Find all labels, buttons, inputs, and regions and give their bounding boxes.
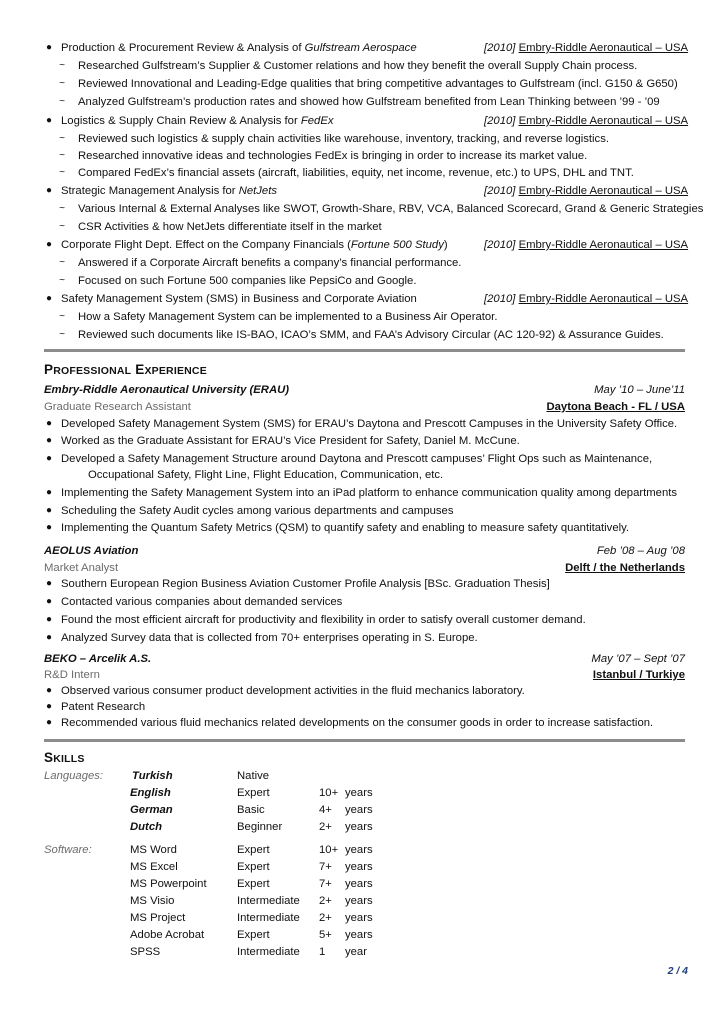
project-title: Logistics & Supply Chain Review & Analysis for FedEx — [61, 115, 334, 127]
job-role: R&D Intern — [44, 669, 100, 681]
project-title: Safety Management System (SMS) in Business and Corporate Aviation — [61, 293, 417, 305]
page-number: 2 / 4 — [667, 965, 688, 977]
tilde-icon: ~ — [59, 329, 65, 340]
project-school: [2010] Embry-Riddle Aeronautical – USA — [484, 185, 689, 197]
language-years: 10+ — [319, 787, 339, 799]
project-school: [2010] Embry-Riddle Aeronautical – USA — [484, 239, 689, 251]
software-years: 5+ — [319, 929, 332, 941]
bullet-icon: ● — [45, 185, 53, 196]
tilde-icon: ~ — [59, 96, 65, 107]
tilde-icon: ~ — [59, 311, 65, 322]
language-name: English — [130, 787, 171, 799]
job-subheader — [44, 667, 685, 683]
project-title: Strategic Management Analysis for NetJets — [61, 185, 278, 197]
software-years: 7+ — [319, 861, 332, 873]
languages-label: Languages: — [44, 770, 104, 782]
software-years: 10+ — [319, 844, 339, 856]
software-years: 7+ — [319, 878, 332, 890]
project-item: ~ How a Safety Management System can be implemented to a Business Air Operator. — [44, 309, 685, 325]
job-header — [44, 382, 685, 398]
bullet-icon: ● — [45, 505, 53, 516]
project-title-row — [44, 237, 689, 253]
language-unit: years — [345, 821, 373, 833]
software-name: MS Project — [130, 912, 186, 924]
job-dates: Feb ’08 – Aug ’08 — [596, 545, 685, 557]
job-dates: May ’07 – Sept ’07 — [591, 653, 685, 665]
software-level: Intermediate — [237, 946, 300, 958]
job-bullet: ● Patent Research — [45, 701, 146, 713]
software-level: Expert — [237, 878, 270, 890]
language-level: Basic — [237, 804, 265, 816]
job-dates: May ’10 – June’11 — [594, 384, 685, 396]
tilde-icon: ~ — [59, 257, 65, 268]
job-header — [44, 651, 685, 667]
language-name: Turkish — [132, 770, 173, 782]
project-item: ~ Reviewed such documents like IS-BAO, ICAO’s SMM, and FAA’s Advisory Circular (AC 120-92) & Assurance Guides. — [44, 327, 685, 343]
software-name: MS Visio — [130, 895, 175, 907]
software-years: 1 — [319, 946, 326, 958]
job-bullet: ● Worked as the Graduate Assistant for ERAU’s Vice President for Safety, Daniel M. McCune. — [45, 435, 520, 447]
software-level: Expert — [237, 929, 270, 941]
bullet-icon: ● — [45, 614, 53, 625]
bullet-icon: ● — [45, 42, 53, 53]
tilde-icon: ~ — [59, 150, 65, 161]
software-label: Software: — [44, 844, 92, 856]
job-bullet: ● Implementing the Quantum Safety Metrics (QSM) to quantify safety and enabling to measure safety quantitatively. — [45, 522, 630, 534]
job-bullet: ● Southern European Region Business Aviation Customer Profile Analysis [BSc. Graduation Thesis] — [45, 578, 550, 590]
job-company: Embry-Riddle Aeronautical University (ERAU) — [44, 384, 290, 396]
project-item: ~ Answered if a Corporate Aircraft benefits a company’s financial performance. — [44, 255, 685, 271]
job-bullet: ● Found the most efficient aircraft for productivity and flexibility in order to satisfy overall customer demand. — [45, 614, 586, 626]
project-item: ~ Reviewed Innovational and Leading-Edge qualities that bring competitive advantages to Gulfstream (incl. G150 & G650) — [44, 76, 685, 92]
bullet-icon: ● — [45, 115, 53, 126]
job-bullet: ● Recommended various fluid mechanics related developments on the consumer goods in order to increase satisfaction. — [45, 717, 654, 729]
tilde-icon: ~ — [59, 167, 65, 178]
job-subheader — [44, 560, 685, 576]
tilde-icon: ~ — [59, 275, 65, 286]
job-company: AEOLUS Aviation — [44, 545, 139, 557]
project-school: [2010] Embry-Riddle Aeronautical – USA — [484, 115, 689, 127]
project-title-row — [44, 183, 689, 199]
language-years: 4+ — [319, 804, 332, 816]
job-bullet-continuation: Occupational Safety, Flight Line, Flight Education, Communication, etc. — [88, 469, 444, 481]
project-title-row — [44, 113, 689, 129]
job-header — [44, 543, 685, 559]
project-item: ~ Focused on such Fortune 500 companies like PepsiCo and Google. — [44, 273, 685, 289]
bullet-icon: ● — [45, 717, 53, 728]
software-name: MS Powerpoint — [130, 878, 207, 890]
language-level: Native — [237, 770, 270, 782]
language-level: Expert — [237, 787, 270, 799]
software-unit: years — [345, 895, 373, 907]
bullet-icon: ● — [45, 418, 53, 429]
software-unit: years — [345, 878, 373, 890]
software-unit: years — [345, 912, 373, 924]
software-unit: year — [345, 946, 367, 958]
bullet-icon: ● — [45, 522, 53, 533]
job-company: BEKO – Arcelik A.S. — [44, 653, 152, 665]
software-years: 2+ — [319, 895, 332, 907]
project-school: [2010] Embry-Riddle Aeronautical – USA — [484, 293, 689, 305]
project-item: ~ Researched innovative ideas and technologies FedEx is bringing in order to increase its market value. — [44, 148, 685, 164]
software-name: Adobe Acrobat — [130, 929, 205, 941]
project-item: ~ Analyzed Gulfstream’s production rates and showed how Gulfstream benefited from Lean Thinking between ’99 - ’09 — [44, 94, 685, 110]
job-bullet: ● Observed various consumer product development activities in the fluid mechanics laboratory. — [45, 685, 525, 697]
project-item: ~ Reviewed such logistics & supply chain activities like warehouse, inventory, tracking, and reverse logistics. — [44, 131, 685, 147]
job-bullet: ● Developed Safety Management System (SMS) for ERAU’s Daytona and Prescott Campuses in the University Safety Office. — [45, 418, 678, 430]
software-level: Intermediate — [237, 895, 300, 907]
bullet-icon: ● — [45, 578, 53, 589]
language-years: 2+ — [319, 821, 332, 833]
project-title: Production & Procurement Review & Analysis of Gulfstream Aerospace — [61, 42, 417, 54]
software-unit: years — [345, 861, 373, 873]
bullet-icon: ● — [45, 239, 53, 250]
job-location: Daytona Beach - FL / USA — [546, 401, 685, 413]
job-role: Graduate Research Assistant — [44, 401, 191, 413]
project-school: [2010] Embry-Riddle Aeronautical – USA — [484, 42, 689, 54]
software-name: MS Excel — [130, 861, 178, 873]
bullet-icon: ● — [45, 435, 53, 446]
bullet-icon: ● — [45, 632, 53, 643]
project-item: ~ Various Internal & External Analyses like SWOT, Growth-Share, RBV, VCA, Balanced Scorecard, Grand & Generic Strategies — [44, 201, 685, 217]
section-divider — [44, 739, 685, 742]
language-name: German — [130, 804, 173, 816]
project-title-row — [44, 291, 689, 307]
software-level: Expert — [237, 844, 270, 856]
job-location: Delft / the Netherlands — [565, 562, 685, 574]
bullet-icon: ● — [45, 596, 53, 607]
language-level: Beginner — [237, 821, 283, 833]
experience-heading: PROFESSIONAL EXPERIENCE — [44, 362, 207, 377]
bullet-icon: ● — [45, 293, 53, 304]
job-bullet: ● Analyzed Survey data that is collected from 70+ enterprises operating in S. Europe. — [45, 632, 478, 644]
tilde-icon: ~ — [59, 203, 65, 214]
section-divider — [44, 349, 685, 352]
tilde-icon: ~ — [59, 78, 65, 89]
software-years: 2+ — [319, 912, 332, 924]
project-title-row — [44, 40, 689, 56]
job-bullet: ● Implementing the Safety Management System into an iPad platform to enhance communication quality among departments — [45, 487, 678, 499]
software-unit: years — [345, 844, 373, 856]
project-item: ~ CSR Activities & how NetJets differentiate itself in the market — [44, 219, 685, 235]
bullet-icon: ● — [45, 453, 53, 464]
tilde-icon: ~ — [59, 60, 65, 71]
job-subheader — [44, 399, 685, 415]
job-role: Market Analyst — [44, 562, 119, 574]
skills-heading: SKILLS — [44, 750, 85, 765]
language-unit: years — [345, 787, 373, 799]
project-title: Corporate Flight Dept. Effect on the Company Financials (Fortune 500 Study) — [61, 239, 448, 251]
software-name: SPSS — [130, 946, 161, 958]
bullet-icon: ● — [45, 701, 53, 712]
job-bullet: ● Contacted various companies about demanded services — [45, 596, 343, 608]
project-item: ~ Researched Gulfstream’s Supplier & Customer relations and how they benefit the overall Supply Chain process. — [44, 58, 685, 74]
software-name: MS Word — [130, 844, 177, 856]
bullet-icon: ● — [45, 685, 53, 696]
bullet-icon: ● — [45, 487, 53, 498]
tilde-icon: ~ — [59, 133, 65, 144]
software-unit: years — [345, 929, 373, 941]
software-level: Expert — [237, 861, 270, 873]
software-level: Intermediate — [237, 912, 300, 924]
language-unit: years — [345, 804, 373, 816]
job-location: Istanbul / Turkiye — [592, 669, 685, 681]
job-bullet: ● Developed a Safety Management Structure around Daytona and Prescott campuses’ Flight Ops such as Maintenance, — [45, 453, 653, 465]
job-bullet: ● Scheduling the Safety Audit cycles among various departments and campuses — [45, 505, 454, 517]
language-name: Dutch — [130, 821, 163, 833]
tilde-icon: ~ — [59, 221, 65, 232]
project-item: ~ Compared FedEx’s financial assets (aircraft, liabilities, equity, net income, revenue, etc.) to UPS, DHL and TNT. — [44, 165, 685, 181]
